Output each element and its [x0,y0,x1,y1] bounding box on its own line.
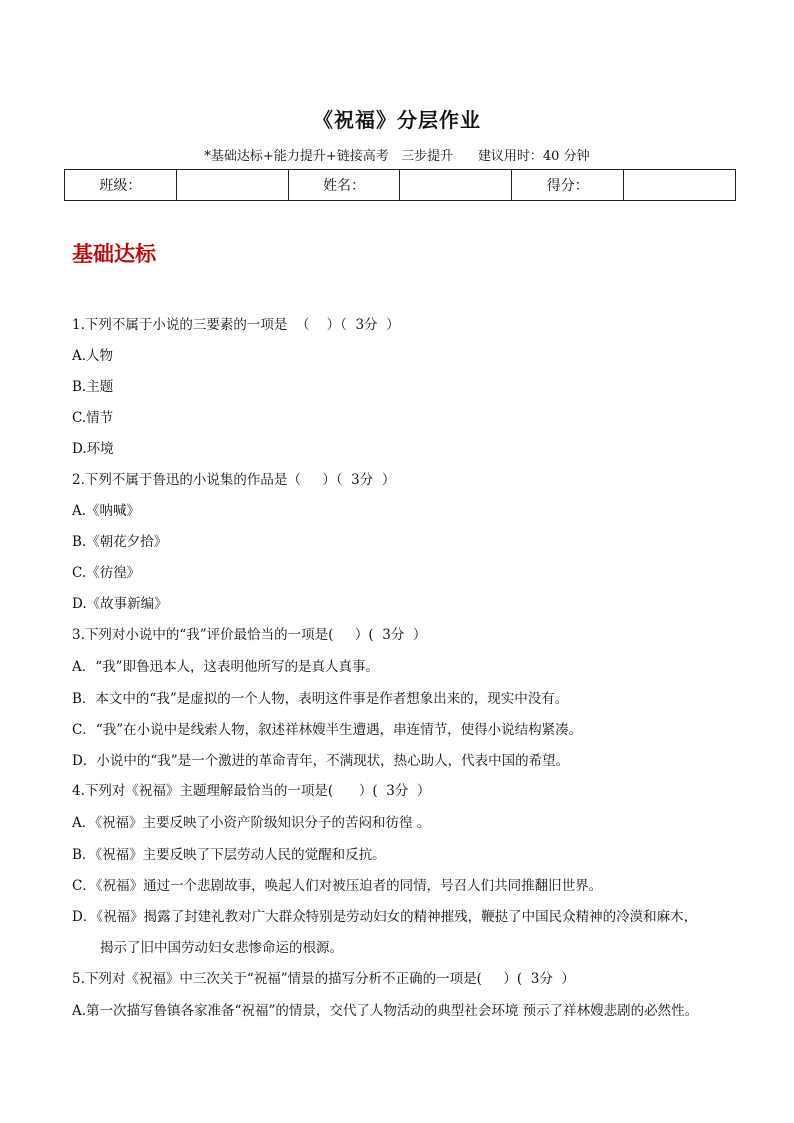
option-4b: B．《祝福》主要反映了下层劳动人民的觉醒和反抗。 [72,847,386,863]
option-1c: C.情节 [72,410,114,426]
option-2b: B.《朝花夕拾》 [72,534,168,550]
option-2d: D.《故事新编》 [72,596,168,612]
question-2: 2.下列不属于鲁迅的小说集的作品是（ ）（ 3分 ） [72,472,396,488]
option-2a: A.《呐喊》 [72,503,141,519]
class-label: 班级： [65,170,177,201]
option-4d-continued: 揭示了旧中国劳动妇女悲惨命运的根源。 [100,940,343,956]
question-4: 4.下列对《祝福》主题理解最恰当的一项是( ）( 3分 ） [72,783,431,799]
score-field[interactable] [624,170,736,201]
document-subtitle: *基础达标+能力提升+链接高考 三步提升 建议用时：40 分钟 [204,149,590,164]
option-3d: D．小说中的“我”是一个激进的革命青年，不满现状，热心助人，代表中国的希望。 [72,753,570,769]
option-4c: C．《祝福》通过一个悲剧故事，唤起人们对被压迫者的同情，号召人们共同推翻旧世界。 [72,878,603,894]
option-4d: D．《祝福》揭露了封建礼教对广大群众特别是劳动妇女的精神摧残，鞭挞了中国民众精神的冷漠和麻木， [72,909,698,925]
section-title: 基础达标 [72,241,156,266]
option-1a: A.人物 [72,348,114,364]
option-3c: C．“我”在小说中是线索人物，叙述祥林嫂半生遭遇，串连情节，使得小说结构紧凑。 [72,722,583,738]
option-1d: D.环境 [72,441,114,457]
option-1b: B.主题 [72,379,114,395]
class-field[interactable] [176,170,288,201]
info-table [64,169,736,201]
option-2c: C.《彷徨》 [72,565,141,581]
option-3b: B．本文中的“我”是虚拟的一个人物，表明这件事是作者想象出来的，现实中没有。 [72,691,569,707]
score-label: 得分： [512,170,624,201]
question-3: 3.下列对小说中的“我”评价最恰当的一项是( ）( 3分 ） [72,627,427,643]
option-4a: A．《祝福》主要反映了小资产阶级知识分子的苦闷和彷徨 。 [72,815,431,831]
option-5a: A.第一次描写鲁镇各家准备“祝福”的情景，交代了人物活动的典型社会环境 预示了祥林嫂悲剧的必然性。 [72,1003,699,1019]
document-title: 《祝福》分层作业 [313,108,481,132]
name-label: 姓名： [288,170,400,201]
question-5: 5.下列对《祝福》中三次关于“祝福”情景的描写分析不正确的一项是( ）( 3分 ） [72,971,575,987]
question-1: 1.下列不属于小说的三要素的一项是 （ ）（ 3分 ） [72,317,400,333]
name-field[interactable] [400,170,512,201]
option-3a: A．“我”即鲁迅本人，这表明他所写的是真人真事。 [72,659,380,675]
